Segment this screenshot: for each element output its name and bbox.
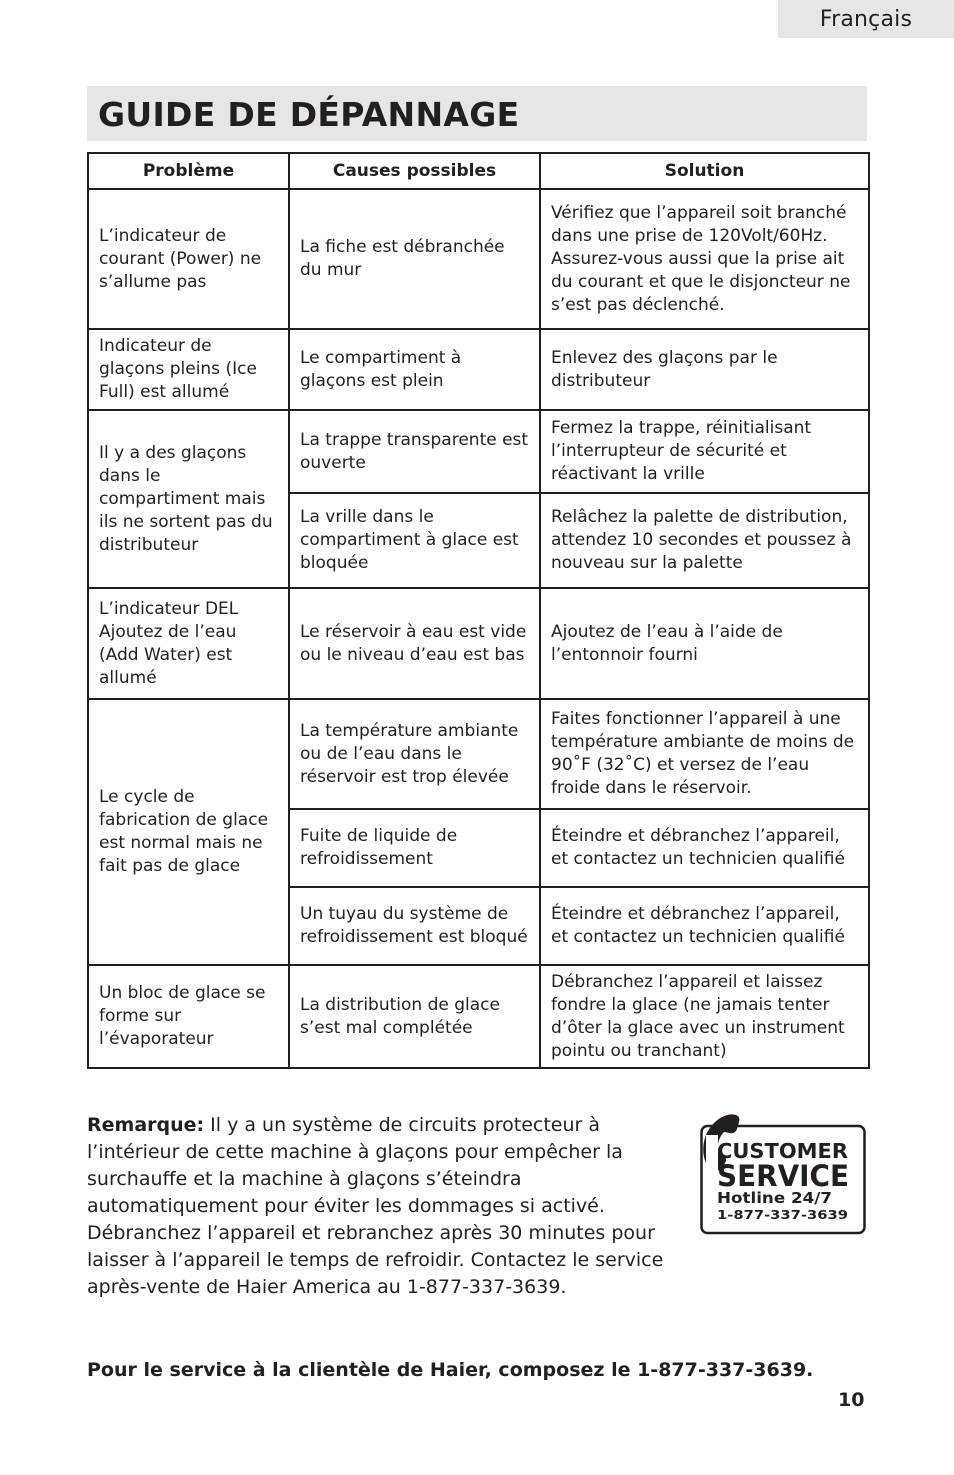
problem-cell: Un bloc de glace se forme sur l’évaporateur bbox=[88, 965, 289, 1068]
solution-cell: Débranchez l’appareil et laissez fondre la glace (ne jamais tenter d’ôter la glace avec un instrument pointu ou tranchant) bbox=[540, 965, 869, 1068]
language-tab: Français bbox=[778, 0, 954, 38]
solution-cell: Ajoutez de l’eau à l’aide de l’entonnoir fourni bbox=[540, 588, 869, 699]
cause-cell: La trappe transparente est ouverte bbox=[289, 410, 540, 493]
solution-cell: Enlevez des glaçons par le distributeur bbox=[540, 329, 869, 410]
table-row bbox=[88, 965, 869, 1068]
remark-label: Remarque: bbox=[87, 1114, 205, 1136]
problem-cell: L’indicateur de courant (Power) ne s’allume pas bbox=[88, 189, 289, 329]
badge-line-hotline: Hotline 24/7 bbox=[717, 1189, 832, 1207]
cause-cell: Le réservoir à eau est vide ou le niveau d’eau est bas bbox=[289, 588, 540, 699]
cause-cell: Un tuyau du système de refroidissement est bloqué bbox=[289, 887, 540, 965]
page-number: 10 bbox=[838, 1389, 865, 1411]
badge-line-service: SERVICE bbox=[717, 1159, 849, 1193]
badge-line-phone: 1-877-337-3639 bbox=[717, 1208, 848, 1222]
cause-cell: Fuite de liquide de refroidissement bbox=[289, 809, 540, 887]
column-header-causes: Causes possibles bbox=[289, 153, 540, 189]
solution-cell: Fermez la trappe, réinitialisant l’interrupteur de sécurité et réactivant la vrille bbox=[540, 410, 869, 493]
remark-text: Il y a un système de circuits protecteur à l’intérieur de cette machine à glaçons pour empêcher la surchauffe et la machine à glaçons s’éteindra automatiquement pour éviter les dommages si activé. Débranchez l’appareil et rebranchez après 30 minutes pour laisser à l’appareil le temps de refroidir. Contactez le service après-vente de Haier America au 1-877-337-3639. bbox=[87, 1114, 664, 1298]
problem-cell: L’indicateur DEL Ajoutez de l’eau (Add Water) est allumé bbox=[88, 588, 289, 699]
title-bar bbox=[87, 86, 867, 141]
solution-cell: Éteindre et débranchez l’appareil, et contactez un technicien qualifié bbox=[540, 809, 869, 887]
cause-cell: Le compartiment à glaçons est plein bbox=[289, 329, 540, 410]
remark-paragraph bbox=[87, 1112, 692, 1301]
troubleshooting-table bbox=[87, 152, 870, 1069]
customer-service-badge bbox=[700, 1113, 866, 1235]
column-header-problem: Problème bbox=[88, 153, 289, 189]
problem-cell: Indicateur de glaçons pleins (Ice Full) est allumé bbox=[88, 329, 289, 410]
table-row bbox=[88, 588, 869, 699]
cause-cell: La température ambiante ou de l’eau dans le réservoir est trop élevée bbox=[289, 699, 540, 809]
solution-cell: Relâchez la palette de distribution, attendez 10 secondes et poussez à nouveau sur la palette bbox=[540, 493, 869, 588]
table-row bbox=[88, 329, 869, 410]
solution-cell: Vérifiez que l’appareil soit branché dans une prise de 120Volt/60Hz. Assurez-vous aussi que la prise ait du courant et que le disjoncteur ne s’est pas déclenché. bbox=[540, 189, 869, 329]
page-title: GUIDE DE DÉPANNAGE bbox=[98, 95, 520, 134]
footer-service-line: Pour le service à la clientèle de Haier, composez le 1-877-337-3639. bbox=[87, 1359, 814, 1381]
problem-cell: Le cycle de fabrication de glace est normal mais ne fait pas de glace bbox=[88, 699, 289, 965]
badge-line-customer: CUSTOMER bbox=[717, 1139, 848, 1163]
cause-cell: La fiche est débranchée du mur bbox=[289, 189, 540, 329]
column-header-solution: Solution bbox=[540, 153, 869, 189]
table-row bbox=[88, 410, 869, 493]
table-row bbox=[88, 699, 869, 809]
table-header-row bbox=[88, 153, 869, 189]
cause-cell: La vrille dans le compartiment à glace est bloquée bbox=[289, 493, 540, 588]
table-row bbox=[88, 189, 869, 329]
solution-cell: Éteindre et débranchez l’appareil, et contactez un technicien qualifié bbox=[540, 887, 869, 965]
cause-cell: La distribution de glace s’est mal complétée bbox=[289, 965, 540, 1068]
problem-cell: Il y a des glaçons dans le compartiment mais ils ne sortent pas du distributeur bbox=[88, 410, 289, 588]
solution-cell: Faites fonctionner l’appareil à une température ambiante de moins de 90˚F (32˚C) et versez de l’eau froide dans le réservoir. bbox=[540, 699, 869, 809]
